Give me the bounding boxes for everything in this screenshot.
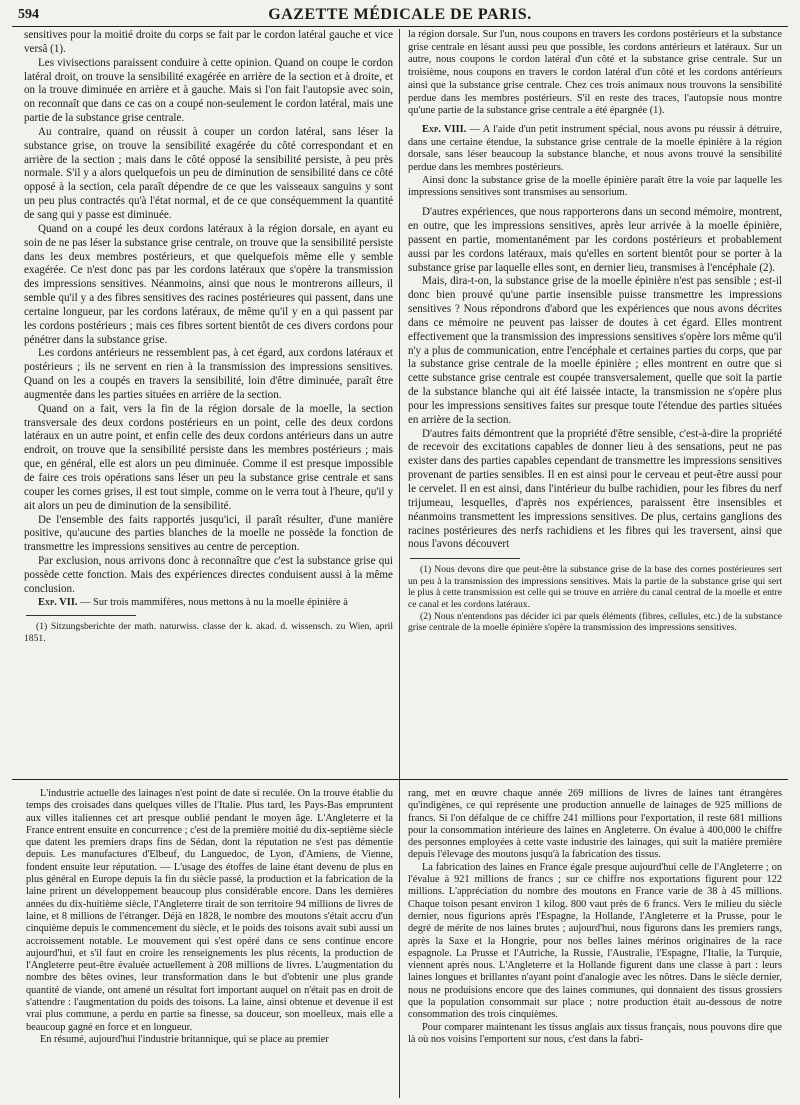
article-paragraph: Par exclusion, nous arrivons donc à reconnaître que c'est la substance grise qui possède cette fonction. Mais des expériences directes conduisent aussi à la même conclusion. [24,555,393,595]
feuilleton-paragraph: L'industrie actuelle des lainages n'est point de date si reculée. On la trouve établie du temps des croisades dans quelques villes de l'Italie. Plus tard, les Pays-Bas empruntent aux villes italiennes cet art presque oublié pendant le moyen âge. L'Angleterre et la France entrent ensuite en concurrence ; c'est de la première moitié du dix-septième siècle que datent les premiers draps fins de Sédan, dont la réputation ne s'est pas démentie depuis. Les manufactures d'Elbeuf, du Languedoc, de Lyon, d'Amiens, de Vienne, fondent ensuite leur réputation. — L'usage des étoffes de laine étant devenu de plus en plus général en Europe depuis la fin du siècle passé, la production et la fabrication de la laine prirent un développement beaucoup plus considérable encore. Dans les dernières années du dix-huitième siècle, l'Angleterre tirait de son territoire 94 millions de livres de laine, et 8 millions de l'étranger. Déjà en 1828, le nombre des moutons s'était accru d'un cinquième depuis le commencement du siècle, et le poids des toisons avait subi aussi un accroissement notable. Le mouvement qui s'est opéré dans ce sens continue encore aujourd'hui, et s'il faut en croire les renseignements les plus récents, la production de l'Angleterre peut-être évaluée actuellement à 208 millions de livres. L'augmentation du nombre des bêtes ovines, leur transformation dans le but d'obtenir une plus grande quantité de viande, ont amené un résultat fort important auquel on n'était pas en droit de s'attendre : l'augmentation du poids des toisons. La laine, ainsi obtenue et devenue il est vrai plus commune, a perdu en partie sa finesse, sa douceur, son moelleux, mais elle a beaucoup gagné en force et en longueur. [26,788,393,1033]
experiment-paragraph [24,597,393,610]
medical-article-section [12,29,788,780]
footnote: (2) Nous n'entendons pas décider ici par quels éléments (fibres, cellules, etc.) de la substance grise centrale de la moelle épinière s'opère la transmission des impressions sensitives. [408,610,782,634]
article-paragraph: Quand on a coupé les deux cordons latéraux à la région dorsale, en ayant eu soin de ne pas léser la substance grise centrale, on trouve que la sensibilité persiste dans les deux membres postérieurs, et que quelquefois même elle y semble exagérée. Ce n'est donc pas par les cordons latéraux que s'opère la transmission des impressions sensitives. Néanmoins, ainsi que nous le montrerons ailleurs, il semble qu'il y a des fibres sensitives des racines postérieures qui passent, dans une certaine longueur, par les cordons latéraux, de même qu'il y en a qui passent par les cordons postérieurs ; mais ces fibres sortent bientôt de ces divers cordons pour pénétrer dans la substance grise. [24,222,393,346]
feuilleton-column-right [400,780,788,1098]
experiment-paragraph: la région dorsale. Sur l'un, nous coupons en travers les cordons postérieurs et la substance grise centrale en lésant aussi peu que possible, les cordons antérieurs et latéraux. Sur un autre, nous coupons le cordon latéral d'un côté et la substance grise centrale. Sur un troisième, nous coupons en travers le cordon latéral d'un côté et les cordons antérieurs ainsi que la substance grise centrale. Chez ces trois animaux nous trouvons la sensibilité perdue dans les membres postérieurs. S'il en reste des traces, l'autopsie nous montre qu'une partie de la substance grise centrale a été épargnée (1). [408,29,782,117]
experiment-label: Exp. VII. [38,596,78,608]
article-paragraph: D'autres faits démontrent que la propriété d'être sensible, c'est-à-dire la propriété de recevoir des excitations capables de donner lieu à des sensations, peut ne pas exister dans des parties capables cependant de transmettre les impressions sensitives provenant de parties sensibles. Il en est ainsi pour le cerveau et peut-être aussi pour le cervelet. Il en est ainsi, dans l'intérieur du bulbe rachidien, pour les fibres du nerf trijumeau, lesquelles, d'après nos expériences, paraissent être insensibles et néanmoins transmettent les impressions sensitives. De plus, certains ganglions des racines postérieures des nerfs rachidiens et les fibres qui les traversent, ainsi que nous l'avons découvert [408,427,782,551]
running-title: GAZETTE MÉDICALE DE PARIS. [268,6,532,23]
feuilleton-paragraph: La fabrication des laines en France égale presque aujourd'hui celle de l'Angleterre ; on l'évalue à 921 millions de francs ; sur ce chiffre nos exportations figurent pour 122 millions. L'appréciation du nombre des moutons en France varie de 38 à 45 millions. Chaque toison pesant environ 1 kilog. 800 vaut près de 6 francs. Vers le milieu du siècle dernier, nous figurions après l'Espagne, la Hollande, l'Angleterre et la Prusse, pour le degré de mérite de nos laines brutes ; aujourd'hui, nous figurons dans les premiers rangs, après la Saxe et la Hongrie, pour nos belles laines mérinos originaires de la race espagnole. La Prusse et l'Autriche, la Russie, l'Australie, l'Espagne, l'Italie, la Turquie, viennent après nous. L'Angleterre et la Hollande figurent dans une classe à part : leurs laines longues et brillantes n'ayant point d'analogie avec les nôtres. Dans le siècle dernier, nous ne produisions encore que des laines communes, qui donnaient des tissus grossiers que la population consommait sur place ; notre production était au-dessous de notre consommation des trois cinquièmes. [408,861,782,1021]
article-paragraph: Au contraire, quand on réussit à couper un cordon latéral, sans léser la substance grise, on trouve la sensibilité exagérée du côté correspondant et en arrière de la section ; mais dans le côté opposé la sensibilité persiste, à peu près normale. S'il y a alors quelquefois un peu de diminution de sensibilité dans ce côté opposé à la section, cela paraît dépendre de ce que les vaisseaux sanguins y sont un peu plus contractés qu'à l'état normal, et de ce que conséquemment la quantité de sang qui y passe est diminuée. [24,125,393,221]
article-paragraph: Les cordons antérieurs ne ressemblent pas, à cet égard, aux cordons latéraux et postérieurs ; ils ne servent en rien à la transmission des impressions sensitives. Quand on les a coupés en travers la sensibilité, loin d'être diminuée, paraît être augmentée dans les parties situées en arrière de la section. [24,347,393,401]
footnote: (1) Sitzungsberichte der math. naturwiss. classe der k. akad. d. wissensch. zu Wien, april 1851. [24,621,393,644]
article-column-right [400,29,788,779]
page-number: 594 [18,7,39,22]
feuilleton-column-left [12,780,400,1098]
article-paragraph: D'autres expériences, que nous rapporterons dans un second mémoire, montrent, en outre, que les impressions sensitives, après leur arrivée à la moelle épinière, passent en partie, momentanément par les cordons postérieurs et probablement aussi par les cordons latéraux, mais qu'elles en sortent bientôt pour se porter à la substance grise par laquelle elles sont, en dernier lieu, transmises à l'encéphale (2). [408,206,782,274]
feuilleton-paragraph: En résumé, aujourd'hui l'industrie britannique, qui se place au premier [40,1033,329,1045]
experiment-paragraph [408,124,782,175]
article-paragraph: De l'ensemble des faits rapportés jusqu'ici, il paraît résulter, d'une manière positive, qu'aucune des parties blanches de la moelle ne possède la fonction de transmettre les impressions sensitives au centre de perception. [24,513,393,554]
page-header [12,4,788,27]
article-paragraph: Les vivisections paraissent conduire à cette opinion. Quand on coupe le cordon latéral droit, on trouve la sensibilité exagérée en arrière de la section et à droite, et on la trouve diminuée en arrière et à gauche. Mais si l'on fait l'autopsie avec soin, on reconnaît que dans ce cas on a coupé non-seulement le cordon latéral, mais une partie de la substance grise centrale. [24,56,393,125]
experiment-text: — A l'aide d'un petit instrument spécial, nous avons pu réussir à détruire, dans une certaine étendue, la substance grise centrale de la moelle épinière à la région dorsale, sans léser beaucoup la substance blanche, et nous avons trouvé la sensibilité perdue dans les membres postérieurs. [408,123,782,174]
footnote-divider [410,558,520,559]
article-column-left [12,29,400,779]
feuilleton-section [12,780,788,1098]
footnote: (1) Nous devons dire que peut-être la substance grise de la base des cornes postérieures sert un peu à la transmission des impressions sensitives. Mais la partie de la substance grise qui sert le plus à cette transmission est celle qui se trouve en arrière du canal central de la moelle et entre ce canal et les cordons latéraux. [408,564,782,611]
footnote-divider [26,615,136,616]
article-paragraph: Mais, dira-t-on, la substance grise de la moelle épinière n'est pas sensible ; est-il donc bien prouvé qu'une partie insensible puisse transmettre les impressions sensitives ? Nous répondrons d'abord que les expériences que nous avons décrites dans ce mémoire ne peuvent pas laisser de doutes à cet égard. Elles montrent effectivement que la transmission des impressions sensitives s'opère lors même qu'il n'y a plus de communication, entre l'encéphale et certaines parties du corps, que par la substance grise centrale de la moelle épinière ; elles montrent en outre que si cette substance grise centrale est coupée transversalement, quelle que soit la partie de la substance blanche qui ait été laissée intacte, la transmission ne s'opère plus pour les impressions sensitives faites sur presque toute l'étendue des parties situées en arrière de la section. [408,275,782,426]
feuilleton-paragraph: Pour comparer maintenant les tissus anglais aux tissus français, nous pouvons dire que là où nos voisins l'emportent sur nous, c'est dans la fabri- [408,1021,782,1045]
experiment-paragraph: Ainsi donc la substance grise de la moelle épinière paraît être la voie par laquelle les impressions sensitives sont transmises au sensorium. [408,174,782,199]
experiment-label: Exp. VIII. [422,123,467,135]
experiment-text: — Sur trois mammifères, nous mettons à nu la moelle épinière à [77,596,348,608]
feuilleton-paragraph: rang, met en œuvre chaque année 269 millions de livres de laines tant étrangères qu'indigènes, ce qui représente une production annuelle de lainages de 925 millions de francs. Si l'on défalque de ce chiffre 241 millions pour l'exportation, il reste 681 millions pour la consommation intérieure des laines en Angleterre. On évalue à 400,000 le chiffre des personnes employées à cette vaste industrie des lainages, qui suit la matière première depuis l'élevage des moutons jusqu'à la fabrication des tissus. [408,788,782,861]
article-paragraph: Quand on a fait, vers la fin de la région dorsale de la moelle, la section transversale des deux cordons postérieurs en un point, celle des deux cordons latéraux en un autre point, et enfin celle des deux cordons antérieurs dans un autre endroit, on trouve que la sensibilité persiste dans les membres postérieurs ; mais que, en général, elle est alors un peu diminuée. Comme il est presque impossible de faire ces trois opérations sans léser un peu la substance grise centrale et sans couper les cornes grises, il est tout simple, comme on le verra tout à l'heure, qu'il y ait alors un peu de diminution de la sensibilité. [24,402,393,512]
article-paragraph: sensitives pour la moitié droite du corps se fait par le cordon latéral gauche et vice versâ (1). [24,29,393,55]
